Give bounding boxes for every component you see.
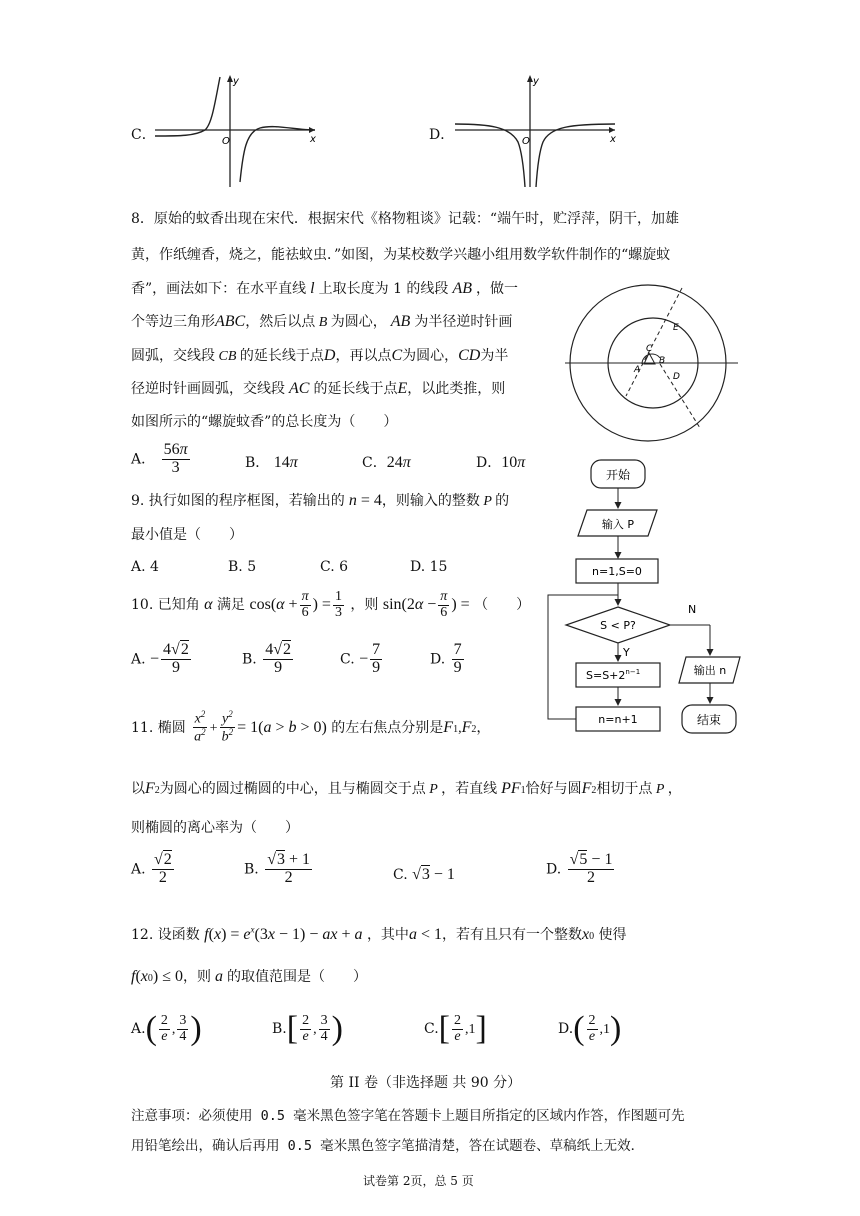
notice-line-2: 用铅笔绘出，确认后再用 0.5 毫米黑色签字笔描清楚，答在试题卷、草稿纸上无效． [131, 1138, 645, 1154]
flow-start: 开始 [605, 468, 631, 482]
flow-output: 输出 n [693, 664, 727, 677]
q10-option-c: C. − $\frac{7}{9}$ [340, 641, 381, 676]
spiral-label-d: D [673, 372, 680, 382]
q8-line-6: 径逆时针画圆弧，交线段 AC 的延长线于点E，以此类推，则 [131, 380, 506, 397]
page-footer: 试卷第 2页，总 5 页 [363, 1174, 474, 1188]
program-flowchart [540, 455, 760, 745]
flow-increment: n=n+1 [598, 713, 638, 726]
spiral-label-c: C [646, 344, 653, 354]
flow-condition: S < P? [600, 619, 636, 632]
q11-line-3: 则椭圆的离心率为（ ） [131, 820, 299, 836]
q10-option-d: D. $\frac{7}{9}$ [430, 641, 462, 676]
q8-options: A． $\frac{56\pi}{3}$ [131, 441, 188, 476]
spiral-label-b: B [659, 356, 666, 366]
spiral-mosquito-coil-figure [560, 278, 740, 448]
q9-option-d: D. 15 [410, 559, 448, 575]
q12-line-2: f(x0) ≤ 0，则 a 的取值范围是（ ） [131, 968, 367, 985]
q12-option-a: A.( $\frac{2}{e}$ , $\frac{3}{4}$ ) [131, 1010, 202, 1047]
q11-option-b: B. $\frac{√3 + 1}{2}$ [244, 851, 311, 886]
q8-line-3: 香”，画法如下：在水平直线 l 上取长度为 1 的线段 AB ，做一 [131, 280, 518, 297]
graph-c [150, 72, 320, 192]
q12-option-d: D.( $\frac{2}{e}$ ,1) [558, 1010, 622, 1047]
q8-line-7: 如图所示的“螺旋蚊香”的总长度为（ ） [131, 414, 398, 430]
q9-option-c: C. 6 [320, 559, 349, 575]
q10-line-1: 10. 已知角 α 满足 cos(α + $\frac{\pi}{6}$ ) = $\frac{1}{3}$ ，则 sin(2α − $\frac{\pi}{6}$ ) = （ ） [131, 589, 531, 620]
spiral-label-a: A [634, 365, 641, 375]
q10-option-a: A. − $\frac{4√2}{9}$ [131, 641, 189, 676]
q8-option-b: B． 14π [245, 454, 298, 471]
q9-line-1: 9. 执行如图的程序框图，若输出的 n = 4，则输入的整数 P 的 [131, 492, 510, 509]
q9-option-b: B. 5 [228, 559, 257, 575]
q11-option-d: D. $\frac{√5 - 1}{2}$ [546, 851, 613, 886]
option-c-label: C． [131, 127, 156, 143]
q12-line-1: 12. 设函数 $f(x) = e^x(3x - 1)$ − ax + a ，其中a < 1，若有且只有一个整数x0 使得 [131, 924, 627, 943]
flow-init: n=1,S=0 [592, 565, 642, 578]
flow-no-label: N [688, 603, 697, 616]
flow-input: 输入 P [601, 518, 635, 531]
graph-c-x-label: x [310, 134, 316, 145]
spiral-label-e: E [673, 323, 679, 333]
q8-option-a-value: $\frac{56\pi}{3}$ [163, 441, 188, 476]
section-title: 第 II 卷（非选择题 共 90 分） [330, 1075, 522, 1091]
graph-c-origin-label: O [222, 136, 230, 147]
graph-d [450, 72, 620, 192]
q8-option-c: C．24π [362, 454, 411, 471]
graph-d-x-label: x [610, 134, 616, 145]
graph-c-y-label: y [233, 76, 239, 87]
graph-d-y-label: y [533, 76, 539, 87]
flow-end: 结束 [696, 713, 722, 727]
q8-line-4: 个等边三角形ABC，然后以点 B 为圆心， AB 为半径逆时针画 [131, 313, 513, 330]
q9-line-2: 最小值是（ ） [131, 527, 243, 543]
flow-yes-label: Y [623, 646, 630, 659]
q8-line-5: 圆弧，交线段 CB 的延长线于点D，再以点C为圆心，CD为半 [131, 347, 509, 364]
q8-option-d: D．10π [476, 454, 526, 471]
q11-option-a: A. $\frac{√2}{2}$ [131, 851, 172, 886]
q12-option-c: C.[ $\frac{2}{e}$ ,1] [424, 1010, 487, 1047]
q12-option-b: B.[ $\frac{2}{e}$ , $\frac{3}{4}$ ) [272, 1010, 343, 1047]
q8-line-2: 黄，作纸缠香，烧之，能祛蚊虫．”如图，为某校数学兴趣小组用数学软件制作的“螺旋蚊 [131, 247, 671, 263]
notice-line-1: 注意事项：必须使用 0.5 毫米黑色签字笔在答题卡上题目所指定的区域内作答，作图题可先 [131, 1108, 685, 1124]
q10-option-b: B. $\frac{4√2}{9}$ [242, 641, 291, 676]
q11-line-1: 11. 椭圆 $\frac{x^2}{a^2}$ + $\frac{y^2}{b^2}$ = 1(a > b > 0) 的左右焦点分别是F1,F2， [131, 709, 491, 745]
q9-option-a: A. 4 [131, 559, 159, 575]
q11-option-c: C. √3 − 1 [393, 866, 455, 883]
option-d-label: D． [429, 127, 455, 143]
q8-line-1: 8．原始的蚊香出现在宋代．根据宋代《格物粗谈》记载：“端午时，贮浮萍，阴干，加雄 [131, 211, 680, 227]
graph-d-origin-label: O [522, 136, 530, 147]
flow-update: $S=S+2^{n-1}$ [586, 668, 641, 682]
q11-line-2: 以F2为圆心的圆过椭圆的中心，且与椭圆交于点 P ，若直线 PF1恰好与圆F2相切于点 P ， [131, 780, 682, 797]
